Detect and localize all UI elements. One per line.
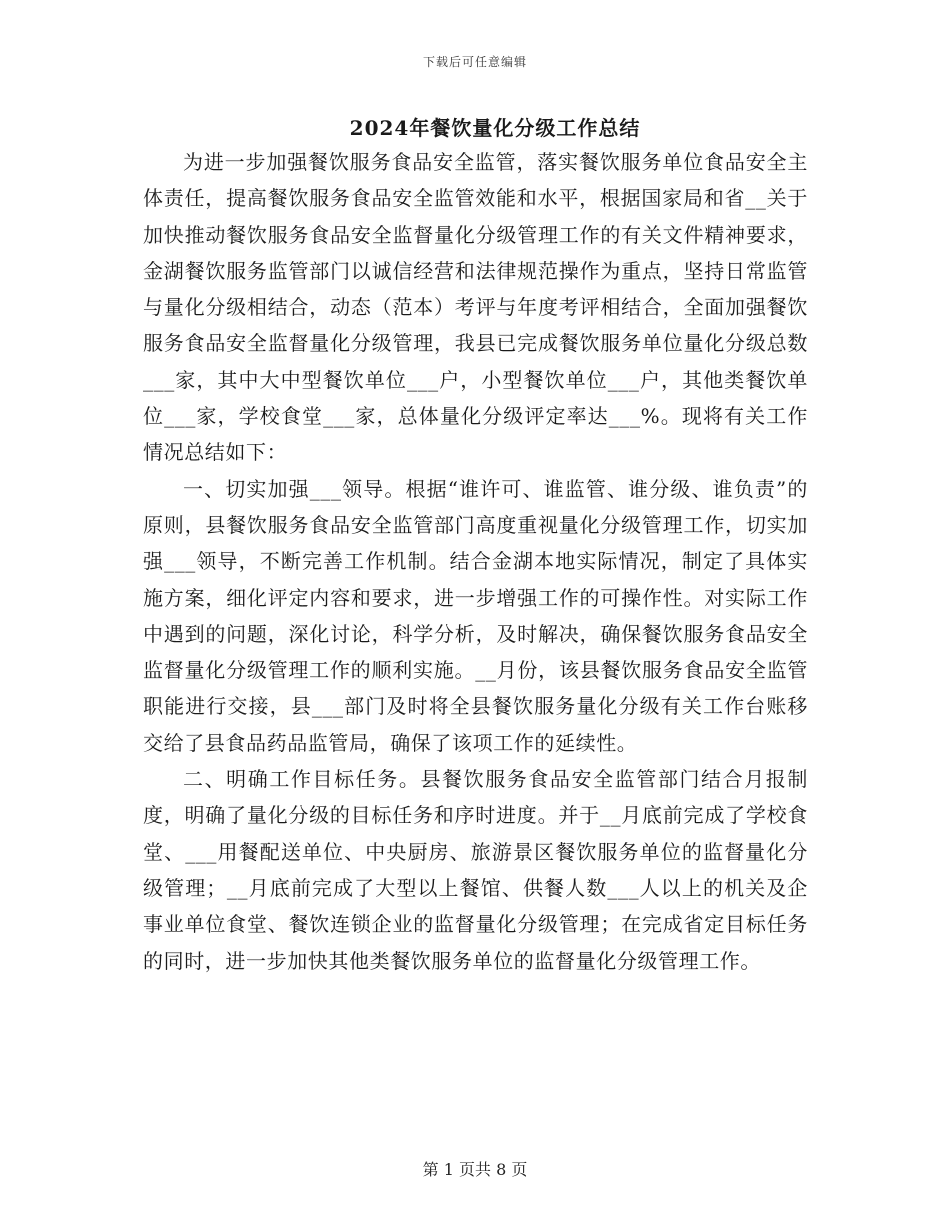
page-number: 第 1 页共 8 页: [422, 1160, 528, 1179]
paragraph-section-2: 二、明确工作目标任务。县餐饮服务食品安全监管部门结合月报制度，明确了量化分级的目标任务和序时进度。并于__月底前完成了学校食堂、___用餐配送单位、中央厨房、旅游景区餐饮服务单位的监督量化分级管理；__月底前完成了大型以上餐馆、供餐人数___人以上的机关及企事业单位食堂、餐饮连锁企业的监督量化分级管理；在完成省定目标任务的同时，进一步加快其他类餐饮服务单位的监督量化分级管理工作。: [143, 767, 808, 973]
header-note: 下载后可任意编辑: [422, 55, 527, 69]
paragraph-intro: 为进一步加强餐饮服务食品安全监管，落实餐饮服务单位食品安全主体责任，提高餐饮服务食品安全监管效能和水平，根据国家局和省__关于加快推动餐饮服务食品安全监督量化分级管理工作的有关文件精神要求，金湖餐饮服务监管部门以诚信经营和法律规范操作为重点，坚持日常监管与量化分级相结合，动态（范本）考评与年度考评相结合，全面加强餐饮服务食品安全监督量化分级管理，我县已完成餐饮服务单位量化分级总数___家，其中大中型餐饮单位___户，小型餐饮单位___户，其他类餐饮单位___家，学校食堂___家，总体量化分级评定率达___%。现将有关工作情况总结如下：: [143, 150, 808, 465]
document-title: 2024年餐饮量化分级工作总结: [349, 116, 641, 140]
paragraph-section-1: 一、切实加强___领导。根据“谁许可、谁监管、谁分级、谁负责”的原则，县餐饮服务食品安全监管部门高度重视量化分级管理工作，切实加强___领导，不断完善工作机制。结合金湖本地实际情况，制定了具体实施方案，细化评定内容和要求，进一步增强工作的可操作性。对实际工作中遇到的问题，深化讨论，科学分析，及时解决，确保餐饮服务食品安全监督量化分级管理工作的顺利实施。__月份，该县餐饮服务食品安全监管职能进行交接，县___部门及时将全县餐饮服务量化分级有关工作台账移交给了县食品药品监管局，确保了该项工作的延续性。: [143, 476, 808, 755]
document-body: [143, 144, 808, 979]
